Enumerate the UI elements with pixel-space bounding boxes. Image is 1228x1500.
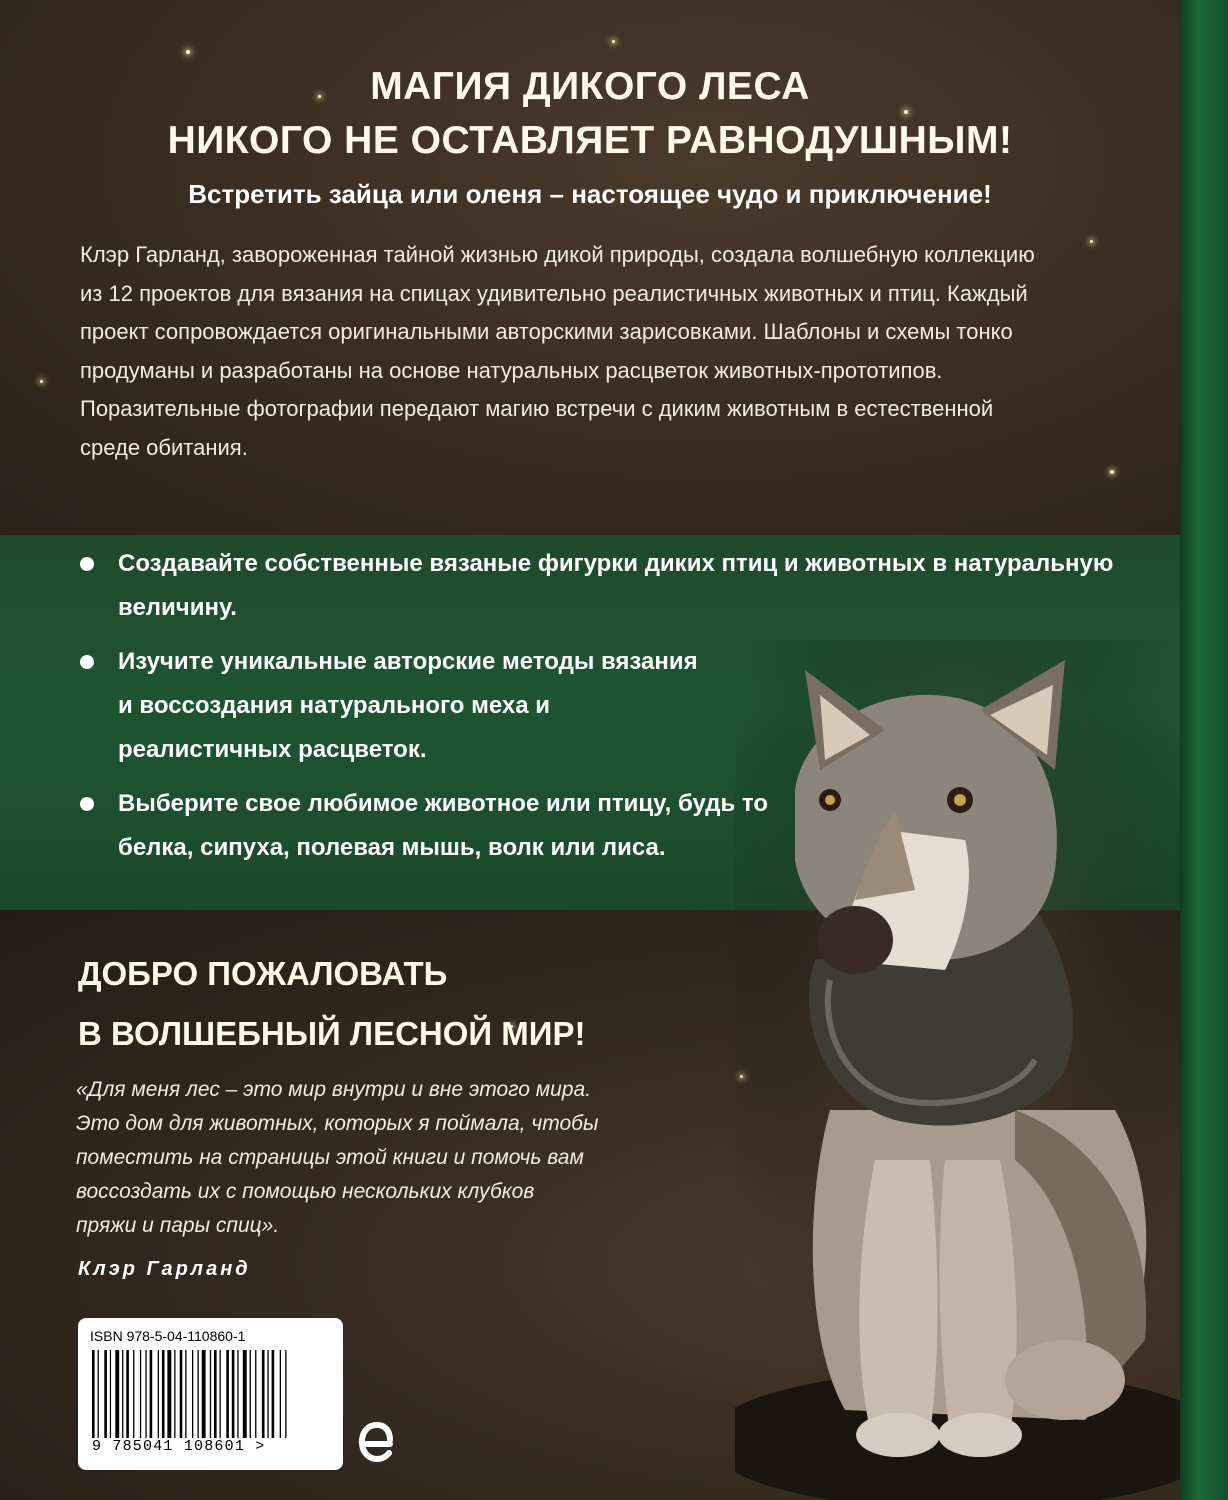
barcode-stripe <box>272 1350 275 1438</box>
barcode-stripe <box>167 1350 171 1438</box>
barcode-stripe <box>104 1350 107 1438</box>
feature-text: Выберите свое любимое животное или птицу, будь то белка, сипуха, полевая мышь, волк или лиса. <box>118 790 769 861</box>
barcode-stripe <box>250 1350 251 1438</box>
welcome-heading: ДОБРО ПОЖАЛОВАТЬ В ВОЛШЕБНЫЙ ЛЕСНОЙ МИР! <box>78 955 586 1052</box>
author-name: Клэр Гарланд <box>78 1258 251 1280</box>
barcode-stripe <box>214 1350 217 1438</box>
barcode-stripe <box>232 1350 235 1438</box>
headline-line-1: МАГИЯ ДИКОГО ЛЕСА <box>370 65 810 108</box>
feature-text: Изучите уникальные авторские методы вязания и воссоздания натурального меха и реалистичных расцветок. <box>118 648 698 763</box>
barcode-stripe <box>243 1350 247 1438</box>
bullet-dot-icon <box>80 797 94 811</box>
subheading: Встретить зайца или оленя – настоящее чудо и приключение! <box>188 179 992 209</box>
barcode-stripe <box>280 1350 281 1438</box>
feature-item <box>78 542 1114 630</box>
sparkle <box>612 40 615 43</box>
barcode-stripe <box>220 1350 221 1438</box>
barcode-stripe <box>255 1350 256 1438</box>
barcode-digits: 9 785041 108601 > <box>92 1438 266 1455</box>
barcode-stripe <box>226 1350 229 1438</box>
barcode-stripe <box>110 1350 111 1438</box>
barcode-stripe <box>140 1350 141 1438</box>
isbn-label: ISBN 978-5-04-110860-1 <box>90 1328 246 1344</box>
description-paragraph: Клэр Гарланд, завороженная тайной жизнью дикой природы, создала волшебную коллекцию из 12 проектов для вязания на спицах удивительно реалистичных животных и птиц. Каждый проект сопровождается оригинальными авторскими зарисовками. Шаблоны и схемы тонко продуманы и разработаны на основе натуральных расцветок животных-прототипов. Поразительные фотографии передают магию встречи с диким животным в естественной среде обитания. <box>80 242 1035 460</box>
sparkle <box>186 50 190 54</box>
sparkle <box>40 380 43 383</box>
barcode-stripe <box>133 1350 134 1438</box>
sparkle <box>1090 240 1093 243</box>
barcode-bars <box>92 1350 332 1438</box>
feature-text: Создавайте собственные вязаные фигурки диких птиц и животных в натуральную величину. <box>118 550 1114 621</box>
bullet-dot-icon <box>80 557 94 571</box>
barcode-stripe <box>180 1350 183 1438</box>
barcode-stripe <box>162 1350 165 1438</box>
barcode-panel <box>78 1318 343 1470</box>
barcode-stripe <box>185 1350 186 1438</box>
barcode-stripe <box>145 1350 146 1438</box>
barcode-stripe <box>98 1350 99 1438</box>
barcode-stripe <box>262 1350 265 1438</box>
publisher-logo-icon <box>352 1418 396 1466</box>
barcode-stripe <box>285 1350 286 1438</box>
features-list <box>78 542 1114 880</box>
barcode-stripe <box>126 1350 129 1438</box>
barcode-stripe <box>210 1350 211 1438</box>
headline-line-2: НИКОГО НЕ ОСТАВЛЯЕТ РАВНОДУШНЫМ! <box>167 119 1013 162</box>
barcode-stripe <box>267 1350 268 1438</box>
barcode-stripe <box>174 1350 175 1438</box>
feature-item <box>78 640 1078 772</box>
feature-item <box>78 782 1078 870</box>
barcode-stripe <box>115 1350 119 1438</box>
spine-strip <box>1180 0 1228 1500</box>
barcode-stripe <box>158 1350 159 1438</box>
barcode-stripe <box>150 1350 153 1438</box>
sparkle <box>1110 470 1114 474</box>
barcode-stripe <box>202 1350 206 1438</box>
bullet-dot-icon <box>80 655 94 669</box>
barcode-stripe <box>192 1350 193 1438</box>
barcode-stripe <box>122 1350 123 1438</box>
barcode-stripe <box>198 1350 199 1438</box>
barcode-stripe <box>92 1350 95 1438</box>
author-quote: «Для меня лес – это мир внутри и вне этого мира. Это дом для животных, которых я поймала, чтобы поместить на страницы этой книги и помочь вам воссоздать их с помощью нескольких клубков пряжи и пары спиц». <box>76 1078 599 1237</box>
barcode-stripe <box>237 1350 238 1438</box>
